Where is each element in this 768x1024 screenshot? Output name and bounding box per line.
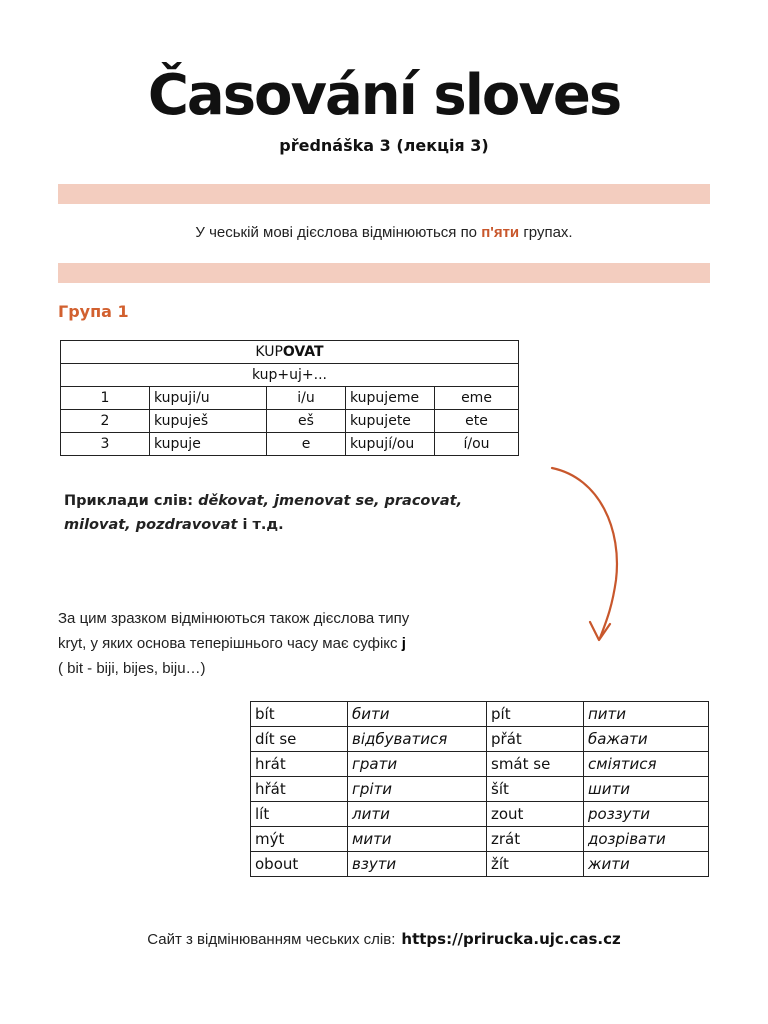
plural-ending-cell: í/ou (435, 433, 519, 456)
translation-cell: мити (348, 827, 487, 852)
czech-verb-cell: přát (487, 727, 584, 752)
table-row (251, 727, 709, 752)
pattern-paragraph (58, 606, 498, 681)
verb-prefix: KUP (255, 344, 283, 360)
translation-cell: гріти (348, 777, 487, 802)
verb-cell (61, 341, 519, 364)
czech-verb-cell: bít (251, 702, 348, 727)
plural-form-cell: kupujeme (346, 387, 435, 410)
intro-before: У чеській мові дієслова відмінюються по (195, 224, 482, 241)
czech-verb-cell: lít (251, 802, 348, 827)
examples-suffix: і т.д. (237, 517, 284, 533)
table-row (251, 852, 709, 877)
singular-form-cell: kupuje (150, 433, 267, 456)
table-row (251, 802, 709, 827)
pattern-line3: ( bit - biji, bijes, biju…) (58, 660, 206, 677)
czech-verb-cell: hrát (251, 752, 348, 777)
table-header-row (61, 341, 519, 364)
plural-ending-cell: eme (435, 387, 519, 410)
footer (0, 930, 768, 948)
translation-cell: сміятися (584, 752, 709, 777)
person-cell: 1 (61, 387, 150, 410)
czech-verb-cell: smát se (487, 752, 584, 777)
czech-verb-cell: dít se (251, 727, 348, 752)
examples-words-line1: děkovat, jmenovat se, pracovat, (198, 493, 463, 509)
translation-cell: взути (348, 852, 487, 877)
conjugation-table (60, 340, 519, 456)
intro-text (0, 224, 768, 241)
bottom-divider-band (58, 263, 710, 283)
person-cell: 2 (61, 410, 150, 433)
table-row (61, 433, 519, 456)
czech-verb-cell: šít (487, 777, 584, 802)
translation-cell: бити (348, 702, 487, 727)
table-stem-row (61, 364, 519, 387)
plural-form-cell: kupují/ou (346, 433, 435, 456)
translation-cell: лити (348, 802, 487, 827)
translation-cell: роззути (584, 802, 709, 827)
plural-ending-cell: ete (435, 410, 519, 433)
czech-verb-cell: hřát (251, 777, 348, 802)
intro-after: групах. (519, 224, 573, 241)
top-divider-band (58, 184, 710, 204)
curved-arrow-icon (540, 460, 640, 650)
table-row (61, 410, 519, 433)
verb-ending: OVAT (282, 344, 324, 360)
examples-block (64, 489, 484, 537)
examples-label: Приклади слів: (64, 493, 199, 509)
translation-cell: відбуватися (348, 727, 487, 752)
pattern-line2 (58, 631, 498, 656)
czech-verb-cell: zout (487, 802, 584, 827)
singular-ending-cell: eš (267, 410, 346, 433)
plural-form-cell: kupujete (346, 410, 435, 433)
translation-cell: грати (348, 752, 487, 777)
czech-verb-cell: obout (251, 852, 348, 877)
translation-cell: пити (584, 702, 709, 727)
table-row (251, 777, 709, 802)
table-row (251, 702, 709, 727)
person-cell: 3 (61, 433, 150, 456)
translation-cell: бажати (584, 727, 709, 752)
page-title: Časování sloves (147, 63, 621, 128)
singular-ending-cell: e (267, 433, 346, 456)
examples-words-line2: milovat, pozdravovat (64, 517, 238, 533)
table-row (61, 387, 519, 410)
czech-verb-cell: mýt (251, 827, 348, 852)
footer-label: Сайт з відмінюванням чеських слів: (147, 931, 396, 948)
pattern-line1: За цим зразком відмінюються також дієслова типу (58, 610, 410, 627)
singular-form-cell: kupuji/u (150, 387, 267, 410)
czech-verb-cell: žít (487, 852, 584, 877)
table-row (251, 827, 709, 852)
website-link[interactable]: https://prirucka.ujc.cas.cz (401, 930, 621, 948)
group-title: Група 1 (58, 302, 129, 321)
czech-verb-cell: pít (487, 702, 584, 727)
pattern-line2-text: kryt, у яких основа теперішнього часу має суфікс (58, 635, 402, 652)
pattern-suffix-letter: j (401, 635, 406, 652)
intro-accent: п'яти (481, 224, 520, 241)
translation-cell: жити (584, 852, 709, 877)
translation-cell: дозрівати (584, 827, 709, 852)
singular-ending-cell: i/u (267, 387, 346, 410)
translation-cell: шити (584, 777, 709, 802)
page-subtitle: přednáška 3 (лекція 3) (279, 136, 489, 155)
table-row (251, 752, 709, 777)
czech-verb-cell: zrát (487, 827, 584, 852)
singular-form-cell: kupuješ (150, 410, 267, 433)
verbs-table (250, 701, 709, 877)
stem-cell: kup+uj+... (61, 364, 519, 387)
